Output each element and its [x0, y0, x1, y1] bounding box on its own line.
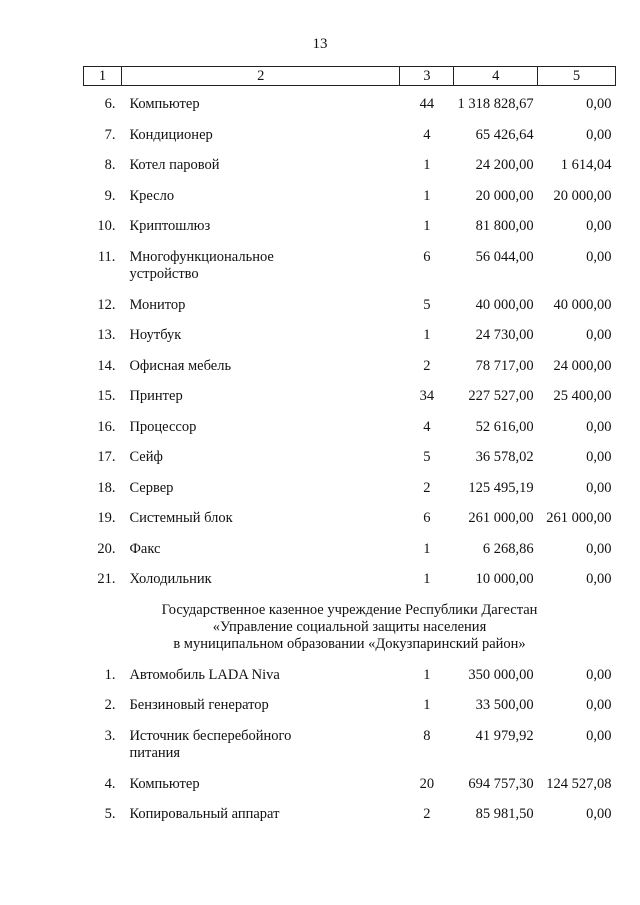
item-name — [121, 657, 400, 688]
item-name — [121, 117, 400, 148]
item-name-line: Копировальный аппарат — [129, 806, 280, 822]
item-quantity: 1 — [423, 327, 431, 343]
item-name-line: Автомобиль LADA Niva — [129, 666, 280, 683]
section-header-row — [84, 592, 616, 657]
item-name — [121, 531, 400, 562]
table-row — [84, 766, 616, 797]
item-quantity: 8 — [423, 727, 431, 744]
page-number: 13 — [312, 36, 328, 52]
item-residual-value: 0,00 — [586, 571, 612, 587]
item-name — [121, 86, 400, 117]
item-value: 78 717,00 — [475, 357, 534, 374]
section-title — [84, 592, 616, 657]
table-header — [84, 67, 616, 86]
table-row — [84, 117, 616, 148]
item-value: 10 000,00 — [475, 571, 534, 587]
item-name — [121, 348, 400, 379]
item-value: 33 500,00 — [475, 697, 534, 713]
item-quantity: 1 — [423, 666, 431, 683]
table-row — [84, 531, 616, 562]
table-row — [84, 657, 616, 688]
item-quantity: 44 — [419, 96, 435, 112]
item-name-line: Факс — [129, 540, 161, 557]
item-residual-value: 24 000,00 — [553, 357, 612, 374]
item-name-line: Офисная мебель — [129, 357, 232, 374]
item-name-line: Сейф — [129, 449, 163, 465]
item-value: 40 000,00 — [475, 296, 534, 313]
item-residual-value: 124 527,08 — [546, 775, 612, 792]
table-row — [84, 287, 616, 318]
item-value: 52 616,00 — [475, 418, 534, 435]
item-name-line: Котел паровой — [129, 157, 220, 173]
item-name — [121, 287, 400, 318]
table-row — [84, 208, 616, 239]
item-name-line: Многофункциональное — [129, 248, 274, 265]
item-name — [121, 409, 400, 440]
item-quantity: 1 — [423, 540, 431, 557]
table-row — [84, 439, 616, 470]
item-value: 125 495,19 — [468, 479, 534, 496]
item-name — [121, 208, 400, 239]
table-row — [84, 687, 616, 718]
table-row — [84, 147, 616, 178]
item-quantity: 1 — [423, 157, 431, 173]
item-name — [121, 178, 400, 209]
item-residual-value: 0,00 — [586, 697, 612, 713]
item-name-line: питания — [129, 744, 181, 761]
section-title-line: «Управление социальной защиты населения — [212, 618, 487, 635]
item-value: 6 268,86 — [482, 540, 534, 557]
item-name — [121, 561, 400, 592]
item-value: 81 800,00 — [475, 218, 534, 234]
item-name — [121, 687, 400, 718]
table-row — [84, 348, 616, 379]
item-quantity: 1 — [423, 218, 431, 234]
row-number: 21. — [97, 571, 116, 587]
row-number: 17. — [97, 449, 116, 465]
table-row — [84, 86, 616, 117]
item-name — [121, 796, 400, 827]
item-name-line: Компьютер — [129, 96, 200, 112]
item-residual-value: 40 000,00 — [553, 296, 612, 313]
item-residual-value: 0,00 — [586, 806, 612, 822]
item-value: 24 200,00 — [475, 157, 534, 173]
table-row — [84, 500, 616, 531]
item-value: 41 979,92 — [475, 727, 534, 744]
item-name — [121, 718, 400, 766]
item-value: 20 000,00 — [475, 187, 534, 204]
row-number: 18. — [97, 479, 116, 496]
item-name-line: Процессор — [129, 418, 197, 435]
table-row — [84, 178, 616, 209]
item-name-line: Бензиновый генератор — [129, 697, 269, 713]
table-row — [84, 378, 616, 409]
item-value: 1 318 828,67 — [457, 96, 534, 112]
item-residual-value: 0,00 — [586, 218, 612, 234]
item-value: 36 578,02 — [475, 449, 534, 465]
row-number: 4. — [104, 775, 116, 792]
item-quantity: 1 — [423, 187, 431, 204]
row-number: 14. — [97, 357, 116, 374]
item-residual-value: 0,00 — [586, 479, 612, 496]
item-name-line: Компьютер — [129, 775, 200, 792]
item-value: 65 426,64 — [475, 126, 534, 143]
row-number: 9. — [104, 187, 116, 204]
item-residual-value: 0,00 — [586, 666, 612, 683]
row-number: 10. — [97, 218, 116, 234]
row-number: 7. — [104, 126, 116, 143]
row-number: 8. — [104, 157, 116, 173]
row-number: 16. — [97, 418, 116, 435]
row-number: 3. — [104, 727, 116, 744]
item-quantity: 2 — [423, 806, 431, 822]
item-quantity: 4 — [423, 418, 431, 435]
row-number: 13. — [97, 327, 116, 343]
row-number: 19. — [97, 510, 116, 526]
item-name — [121, 766, 400, 797]
item-name-line: Принтер — [129, 388, 183, 404]
table-row — [84, 470, 616, 501]
row-number: 12. — [97, 296, 116, 313]
item-name-line: Монитор — [129, 296, 186, 313]
item-quantity: 6 — [423, 248, 431, 265]
table-row — [84, 239, 616, 287]
item-name-line: Кресло — [129, 187, 175, 204]
header-col-2: 2 — [121, 67, 400, 86]
item-residual-value: 0,00 — [586, 96, 612, 112]
inventory-table — [83, 66, 616, 827]
item-name-line: Источник бесперебойного — [129, 727, 292, 744]
row-number: 2. — [104, 697, 116, 713]
table-row — [84, 796, 616, 827]
table-row — [84, 561, 616, 592]
item-value: 24 730,00 — [475, 327, 534, 343]
item-name — [121, 239, 400, 287]
row-number: 6. — [104, 96, 116, 112]
row-number: 1. — [104, 666, 116, 683]
item-quantity: 1 — [423, 697, 431, 713]
item-name-line: Ноутбук — [129, 327, 182, 343]
item-name — [121, 378, 400, 409]
table-row — [84, 409, 616, 440]
item-name — [121, 317, 400, 348]
item-residual-value: 0,00 — [586, 248, 612, 265]
row-number: 5. — [104, 806, 116, 822]
section-title-line: Государственное казенное учреждение Республики Дагестан — [161, 601, 538, 618]
item-name — [121, 147, 400, 178]
table-body — [84, 86, 616, 827]
row-number: 11. — [97, 248, 116, 265]
item-residual-value: 0,00 — [586, 327, 612, 343]
item-value: 694 757,30 — [468, 775, 534, 792]
item-name-line: устройство — [129, 265, 199, 282]
item-quantity: 5 — [423, 449, 431, 465]
header-col-5: 5 — [538, 67, 616, 86]
item-value: 85 981,50 — [475, 806, 534, 822]
item-name-line: Системный блок — [129, 510, 233, 526]
item-value: 350 000,00 — [468, 666, 534, 683]
item-value: 56 044,00 — [475, 248, 534, 265]
item-quantity: 20 — [419, 775, 435, 792]
item-value: 261 000,00 — [468, 510, 534, 526]
item-quantity: 2 — [423, 357, 431, 374]
item-residual-value: 0,00 — [586, 126, 612, 143]
item-name — [121, 500, 400, 531]
item-residual-value: 20 000,00 — [553, 187, 612, 204]
item-residual-value: 0,00 — [586, 727, 612, 744]
item-quantity: 6 — [423, 510, 431, 526]
item-quantity: 4 — [423, 126, 431, 143]
item-name-line: Холодильник — [129, 571, 212, 587]
item-quantity: 5 — [423, 296, 431, 313]
item-residual-value: 261 000,00 — [546, 510, 612, 526]
item-residual-value: 1 614,04 — [560, 157, 612, 173]
item-residual-value: 0,00 — [586, 540, 612, 557]
item-residual-value: 0,00 — [586, 418, 612, 435]
row-number: 20. — [97, 540, 116, 557]
table-row — [84, 317, 616, 348]
item-name-line: Криптошлюз — [129, 218, 211, 234]
item-name-line: Сервер — [129, 479, 174, 496]
item-quantity: 1 — [423, 571, 431, 587]
item-name — [121, 470, 400, 501]
row-number: 15. — [97, 388, 116, 404]
item-quantity: 2 — [423, 479, 431, 496]
header-col-3: 3 — [400, 67, 454, 86]
header-col-1: 1 — [84, 67, 122, 86]
item-residual-value: 0,00 — [586, 449, 612, 465]
item-residual-value: 25 400,00 — [553, 388, 612, 404]
item-value: 227 527,00 — [468, 388, 534, 404]
item-quantity: 34 — [419, 388, 435, 404]
table-row — [84, 718, 616, 766]
header-col-4: 4 — [454, 67, 538, 86]
item-name — [121, 439, 400, 470]
item-name-line: Кондиционер — [129, 126, 213, 143]
section-title-line: в муниципальном образовании «Докузпаринский район» — [173, 635, 526, 652]
